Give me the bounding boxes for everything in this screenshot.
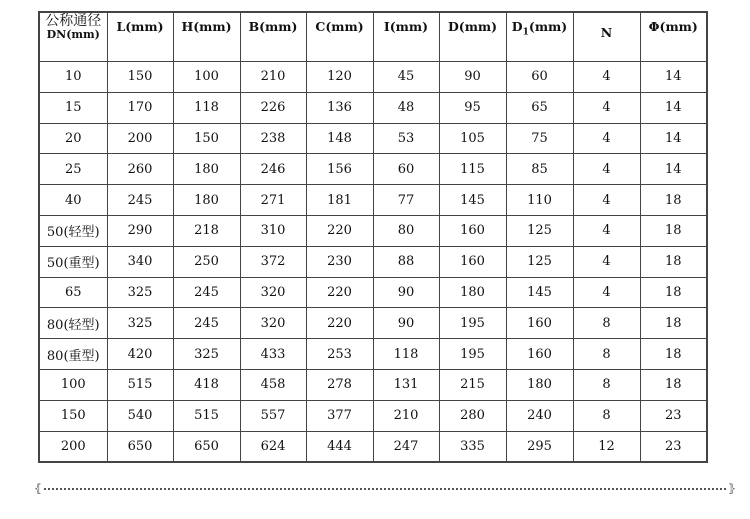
header-n: N (573, 12, 640, 62)
cell-d: 195 (439, 339, 506, 370)
cell-b: 372 (240, 246, 306, 277)
cell-n: 4 (573, 154, 640, 185)
cell-d: 105 (439, 123, 506, 154)
cell-i: 53 (373, 123, 439, 154)
cell-dn: 150 (39, 400, 107, 431)
cell-h: 325 (173, 339, 240, 370)
cell-phi: 18 (640, 246, 707, 277)
cell-h: 150 (173, 123, 240, 154)
cell-phi: 18 (640, 215, 707, 246)
table-row (39, 431, 707, 462)
header-l: L(mm) (107, 12, 173, 62)
cell-dn: 80(轻型) (39, 308, 107, 339)
table-row (39, 215, 707, 246)
cell-d1: 60 (506, 62, 573, 93)
cell-b: 238 (240, 123, 306, 154)
table-row (39, 277, 707, 308)
cell-i: 48 (373, 92, 439, 123)
table-row (39, 369, 707, 400)
cell-phi: 14 (640, 62, 707, 93)
cell-b: 320 (240, 308, 306, 339)
cell-n: 4 (573, 277, 640, 308)
cell-dn: 65 (39, 277, 107, 308)
cell-n: 8 (573, 369, 640, 400)
table-row (39, 92, 707, 123)
header-dn-unit: DN(mm) (46, 28, 100, 41)
cell-d: 335 (439, 431, 506, 462)
cell-h: 245 (173, 277, 240, 308)
cell-c: 220 (306, 277, 373, 308)
cell-d1: 110 (506, 185, 573, 216)
header-d1 (506, 12, 573, 62)
cell-d: 115 (439, 154, 506, 185)
table-row (39, 154, 707, 185)
cell-c: 156 (306, 154, 373, 185)
table-row (39, 400, 707, 431)
header-d1-main: D (511, 19, 523, 34)
cell-dn: 50(轻型) (39, 215, 107, 246)
cell-dn: 40 (39, 185, 107, 216)
cell-phi: 18 (640, 185, 707, 216)
cell-i: 45 (373, 62, 439, 93)
cell-n: 4 (573, 215, 640, 246)
cell-d: 160 (439, 215, 506, 246)
header-dn (39, 12, 107, 62)
cell-h: 118 (173, 92, 240, 123)
cell-dn: 10 (39, 62, 107, 93)
cell-c: 253 (306, 339, 373, 370)
cell-c: 120 (306, 62, 373, 93)
cell-dn: 100 (39, 369, 107, 400)
cell-l: 260 (107, 154, 173, 185)
cell-c: 148 (306, 123, 373, 154)
cell-b: 458 (240, 369, 306, 400)
divider-left-ornament: ⦃ (34, 482, 43, 495)
cell-l: 420 (107, 339, 173, 370)
cell-phi: 18 (640, 277, 707, 308)
cell-b: 624 (240, 431, 306, 462)
header-row (39, 12, 707, 62)
cell-l: 340 (107, 246, 173, 277)
cell-phi: 18 (640, 308, 707, 339)
cell-h: 218 (173, 215, 240, 246)
header-i: I(mm) (373, 12, 439, 62)
cell-i: 88 (373, 246, 439, 277)
header-d1-unit: (mm) (528, 19, 568, 34)
cell-d: 195 (439, 308, 506, 339)
cell-d1: 75 (506, 123, 573, 154)
cell-h: 180 (173, 185, 240, 216)
cell-phi: 18 (640, 369, 707, 400)
cell-h: 100 (173, 62, 240, 93)
cell-i: 131 (373, 369, 439, 400)
cell-n: 8 (573, 308, 640, 339)
cell-n: 8 (573, 400, 640, 431)
cell-d1: 125 (506, 246, 573, 277)
table-row (39, 308, 707, 339)
header-phi: Φ(mm) (640, 12, 707, 62)
cell-c: 220 (306, 308, 373, 339)
cell-d1: 125 (506, 215, 573, 246)
cell-d1: 65 (506, 92, 573, 123)
cell-l: 540 (107, 400, 173, 431)
cell-l: 650 (107, 431, 173, 462)
cell-d: 280 (439, 400, 506, 431)
cell-d1: 295 (506, 431, 573, 462)
header-dn-label: 公称通径 (45, 13, 102, 29)
cell-i: 90 (373, 277, 439, 308)
cell-l: 325 (107, 277, 173, 308)
cell-n: 4 (573, 92, 640, 123)
cell-b: 210 (240, 62, 306, 93)
cell-phi: 23 (640, 431, 707, 462)
cell-n: 4 (573, 185, 640, 216)
cell-phi: 14 (640, 92, 707, 123)
cell-n: 4 (573, 62, 640, 93)
cell-dn: 200 (39, 431, 107, 462)
cell-d: 95 (439, 92, 506, 123)
cell-n: 12 (573, 431, 640, 462)
cell-d1: 85 (506, 154, 573, 185)
cell-d1: 240 (506, 400, 573, 431)
cell-l: 150 (107, 62, 173, 93)
table-body (39, 62, 707, 463)
cell-dn: 80(重型) (39, 339, 107, 370)
table-row (39, 339, 707, 370)
header-h: H(mm) (173, 12, 240, 62)
cell-d: 160 (439, 246, 506, 277)
table-row (39, 123, 707, 154)
cell-dn: 15 (39, 92, 107, 123)
cell-d: 215 (439, 369, 506, 400)
cell-d1: 145 (506, 277, 573, 308)
cell-h: 180 (173, 154, 240, 185)
cell-l: 170 (107, 92, 173, 123)
cell-b: 433 (240, 339, 306, 370)
cell-h: 418 (173, 369, 240, 400)
cell-n: 8 (573, 339, 640, 370)
cell-i: 60 (373, 154, 439, 185)
cell-h: 515 (173, 400, 240, 431)
cell-l: 290 (107, 215, 173, 246)
dotted-divider (34, 482, 736, 495)
cell-i: 210 (373, 400, 439, 431)
header-c: C(mm) (306, 12, 373, 62)
cell-i: 80 (373, 215, 439, 246)
cell-l: 200 (107, 123, 173, 154)
cell-c: 181 (306, 185, 373, 216)
cell-d: 145 (439, 185, 506, 216)
cell-c: 220 (306, 215, 373, 246)
cell-l: 245 (107, 185, 173, 216)
header-d1-sub: 1 (522, 27, 529, 38)
cell-phi: 23 (640, 400, 707, 431)
cell-l: 515 (107, 369, 173, 400)
cell-d1: 160 (506, 339, 573, 370)
cell-h: 245 (173, 308, 240, 339)
cell-d1: 180 (506, 369, 573, 400)
table-row (39, 62, 707, 93)
header-b: B(mm) (240, 12, 306, 62)
cell-phi: 14 (640, 123, 707, 154)
cell-b: 246 (240, 154, 306, 185)
cell-b: 226 (240, 92, 306, 123)
cell-b: 557 (240, 400, 306, 431)
divider-dotted-line (44, 488, 726, 490)
header-d: D(mm) (439, 12, 506, 62)
cell-i: 247 (373, 431, 439, 462)
cell-b: 320 (240, 277, 306, 308)
cell-i: 118 (373, 339, 439, 370)
cell-c: 278 (306, 369, 373, 400)
cell-i: 90 (373, 308, 439, 339)
cell-l: 325 (107, 308, 173, 339)
cell-dn: 25 (39, 154, 107, 185)
cell-b: 310 (240, 215, 306, 246)
table-row (39, 246, 707, 277)
cell-dn: 20 (39, 123, 107, 154)
cell-dn: 50(重型) (39, 246, 107, 277)
cell-i: 77 (373, 185, 439, 216)
cell-b: 271 (240, 185, 306, 216)
cell-c: 444 (306, 431, 373, 462)
table-row (39, 185, 707, 216)
cell-h: 250 (173, 246, 240, 277)
cell-n: 4 (573, 246, 640, 277)
cell-c: 377 (306, 400, 373, 431)
cell-c: 230 (306, 246, 373, 277)
cell-phi: 18 (640, 339, 707, 370)
cell-n: 4 (573, 123, 640, 154)
cell-c: 136 (306, 92, 373, 123)
cell-d: 90 (439, 62, 506, 93)
dimensions-table (38, 11, 708, 463)
cell-d1: 160 (506, 308, 573, 339)
cell-phi: 14 (640, 154, 707, 185)
divider-right-ornament: ⦄ (727, 482, 736, 495)
cell-d: 180 (439, 277, 506, 308)
cell-h: 650 (173, 431, 240, 462)
